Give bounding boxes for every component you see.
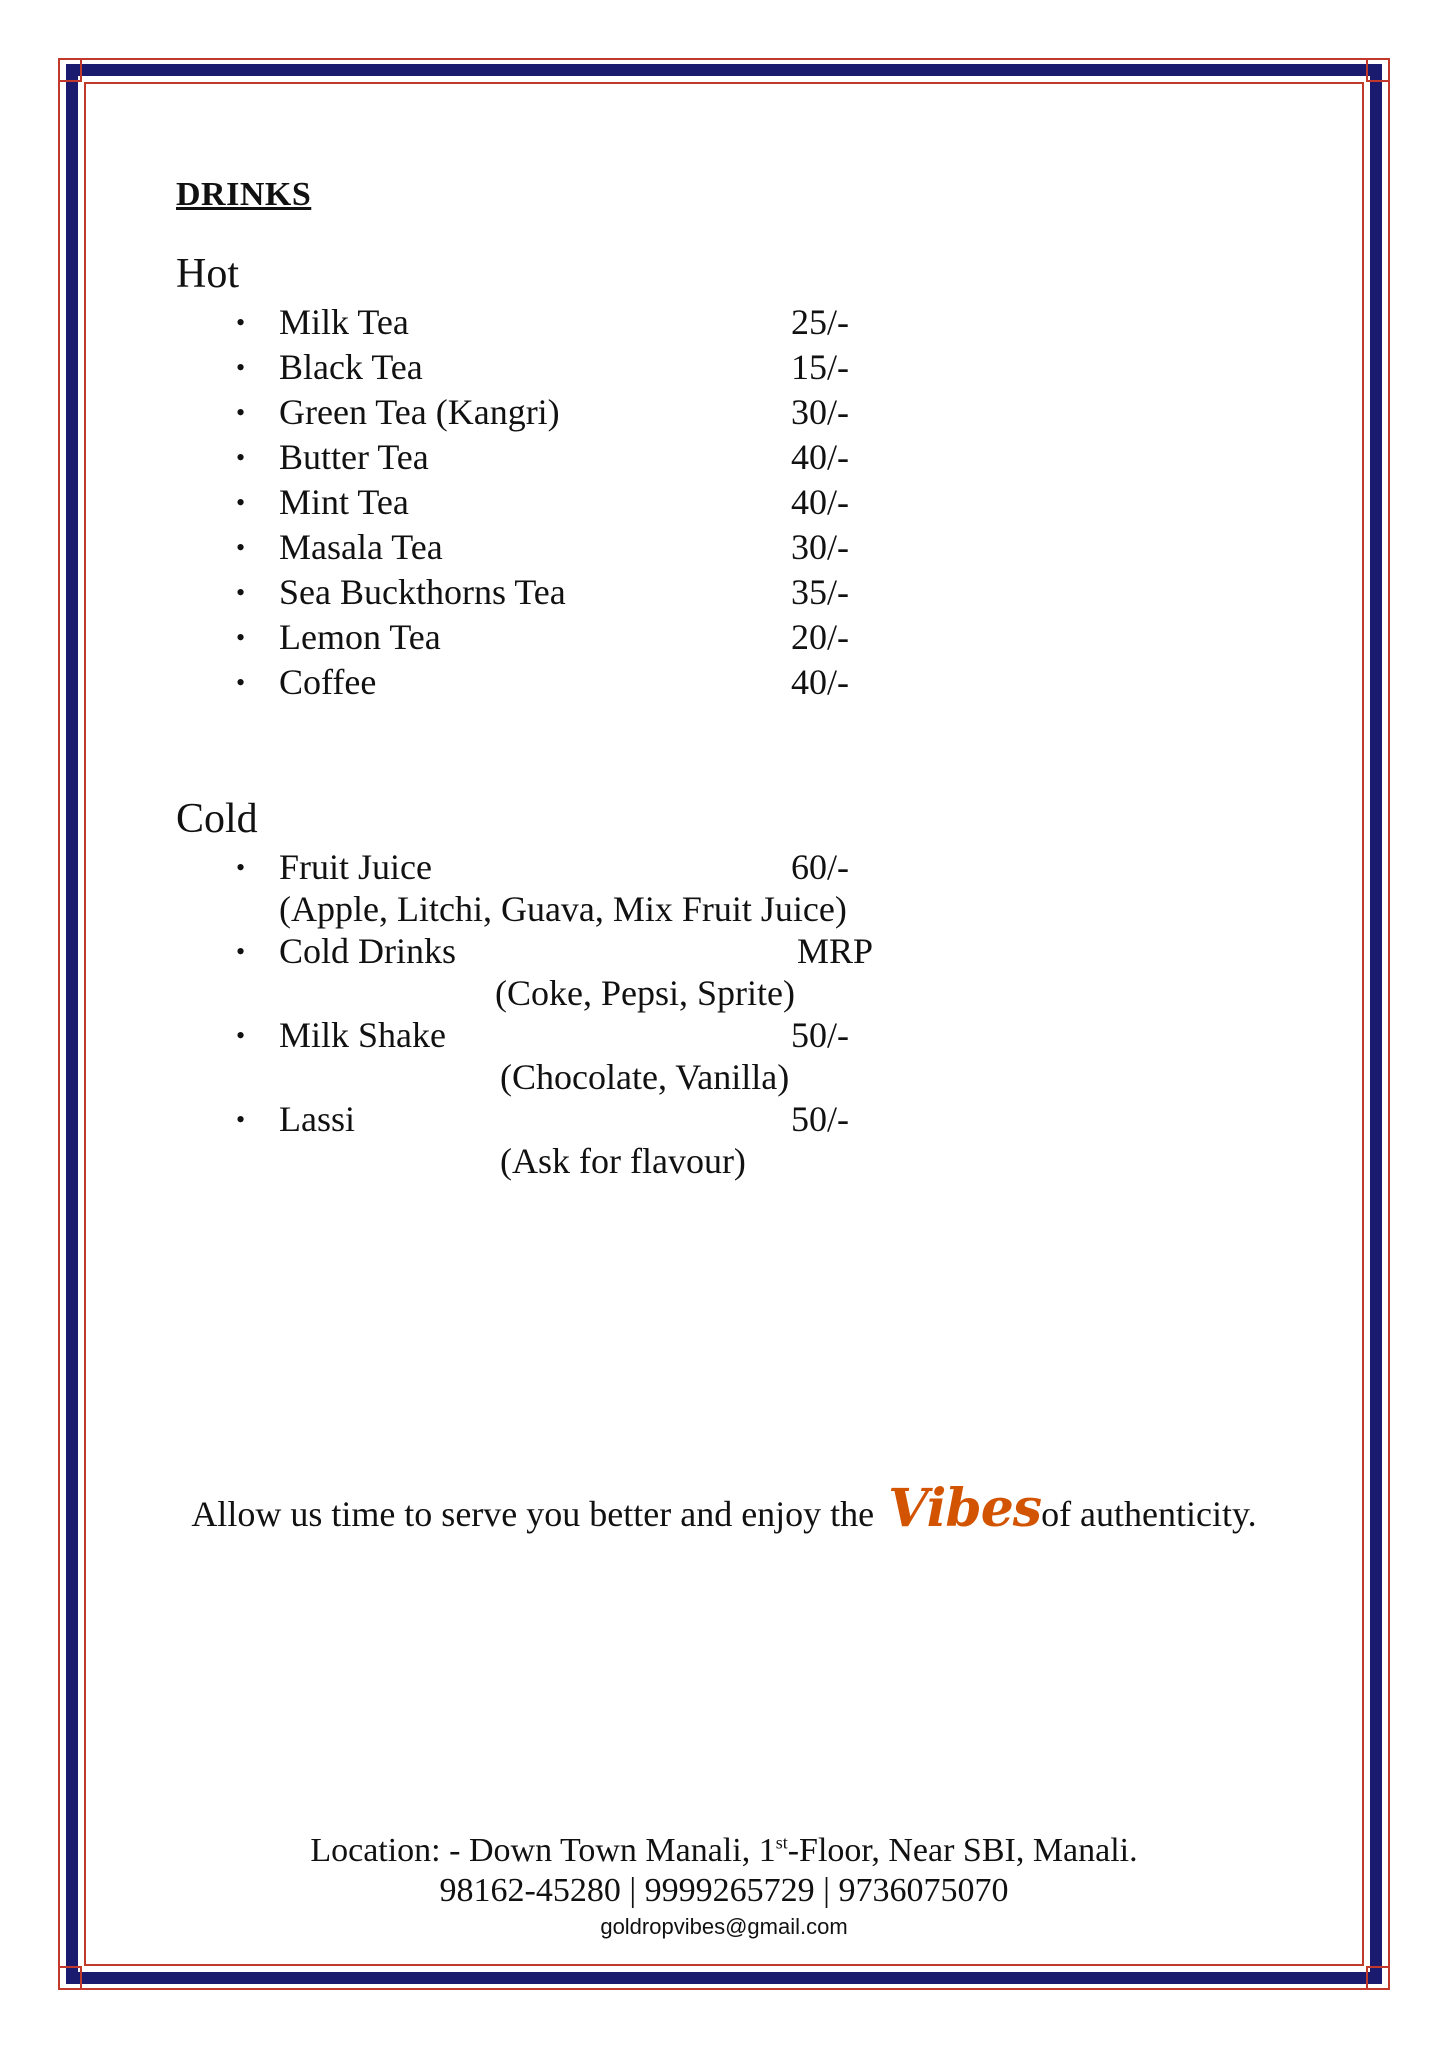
location-line bbox=[0, 1832, 1448, 1870]
item-name: Sea Buckthorns Tea bbox=[279, 572, 566, 612]
cold-section-label: Cold bbox=[176, 796, 258, 842]
item-price: MRP bbox=[797, 931, 874, 971]
item-price: 40/- bbox=[791, 662, 849, 702]
corner-ornament-top-right bbox=[1366, 58, 1390, 82]
bullet-icon: • bbox=[236, 578, 246, 607]
bullet-icon: • bbox=[236, 1021, 246, 1050]
bullet-icon: • bbox=[236, 353, 246, 382]
tagline-text-after: of authenticity. bbox=[1041, 1494, 1257, 1534]
list-item bbox=[236, 929, 936, 1013]
brand-vibes-wordmark: Vibes bbox=[888, 1478, 1042, 1539]
list-item bbox=[236, 435, 936, 480]
page-heading: DRINKS bbox=[176, 176, 312, 213]
bullet-icon: • bbox=[236, 623, 246, 652]
item-price: 35/- bbox=[791, 572, 849, 612]
list-item bbox=[236, 480, 936, 525]
bullet-icon: • bbox=[236, 398, 246, 427]
item-note: (Chocolate, Vanilla) bbox=[500, 1057, 790, 1097]
bullet-icon: • bbox=[236, 533, 246, 562]
item-name: Milk Tea bbox=[279, 302, 409, 342]
item-name: Milk Shake bbox=[279, 1015, 446, 1055]
item-name: Lemon Tea bbox=[279, 617, 441, 657]
corner-ornament-bottom-right bbox=[1366, 1966, 1390, 1990]
location-superscript: st bbox=[775, 1832, 788, 1853]
item-price: 30/- bbox=[791, 392, 849, 432]
corner-ornament-bottom-left bbox=[58, 1966, 82, 1990]
location-prefix: Location: - Down Town Manali, 1 bbox=[310, 1832, 776, 1869]
list-item bbox=[236, 525, 936, 570]
item-price: 40/- bbox=[791, 437, 849, 477]
list-item bbox=[236, 615, 936, 660]
item-price: 30/- bbox=[791, 527, 849, 567]
list-item bbox=[236, 1097, 936, 1181]
location-suffix: -Floor, Near SBI, Manali. bbox=[787, 1832, 1138, 1869]
item-name: Cold Drinks bbox=[279, 931, 457, 971]
bullet-icon: • bbox=[236, 1105, 246, 1134]
item-note: (Apple, Litchi, Guava, Mix Fruit Juice) bbox=[279, 889, 847, 929]
phone-numbers: 98162-45280 | 9999265729 | 9736075070 bbox=[439, 1872, 1009, 1909]
email-address: goldropvibes@gmail.com bbox=[600, 1914, 848, 1939]
list-item bbox=[236, 345, 936, 390]
bullet-icon: • bbox=[236, 853, 246, 882]
item-name: Black Tea bbox=[279, 347, 423, 387]
bullet-icon: • bbox=[236, 488, 246, 517]
item-price: 60/- bbox=[791, 847, 849, 887]
tagline-text-before: Allow us time to serve you better and enjoy the bbox=[191, 1494, 875, 1534]
item-name: Fruit Juice bbox=[279, 847, 432, 887]
item-price: 50/- bbox=[791, 1015, 849, 1055]
list-item bbox=[236, 1013, 936, 1097]
item-note: (Coke, Pepsi, Sprite) bbox=[495, 973, 795, 1013]
bullet-icon: • bbox=[236, 937, 246, 966]
bullet-icon: • bbox=[236, 443, 246, 472]
item-price: 40/- bbox=[791, 482, 849, 522]
bullet-icon: • bbox=[236, 668, 246, 697]
item-name: Coffee bbox=[279, 662, 377, 702]
bullet-icon: • bbox=[236, 308, 246, 337]
item-price: 50/- bbox=[791, 1099, 849, 1139]
item-name: Green Tea (Kangri) bbox=[279, 392, 560, 432]
item-price: 25/- bbox=[791, 302, 849, 342]
tagline bbox=[0, 1478, 1448, 1539]
cold-drinks-list bbox=[236, 845, 936, 1181]
item-price: 20/- bbox=[791, 617, 849, 657]
item-name: Lassi bbox=[279, 1099, 355, 1139]
hot-drinks-list bbox=[236, 300, 936, 705]
list-item bbox=[236, 570, 936, 615]
item-name: Masala Tea bbox=[279, 527, 443, 567]
list-item bbox=[236, 390, 936, 435]
list-item bbox=[236, 845, 936, 929]
item-name: Butter Tea bbox=[279, 437, 429, 477]
list-item bbox=[236, 300, 936, 345]
item-price: 15/- bbox=[791, 347, 849, 387]
hot-section-label: Hot bbox=[176, 251, 239, 297]
list-item bbox=[236, 660, 936, 705]
item-note: (Ask for flavour) bbox=[500, 1141, 746, 1181]
item-name: Mint Tea bbox=[279, 482, 409, 522]
corner-ornament-top-left bbox=[58, 58, 82, 82]
